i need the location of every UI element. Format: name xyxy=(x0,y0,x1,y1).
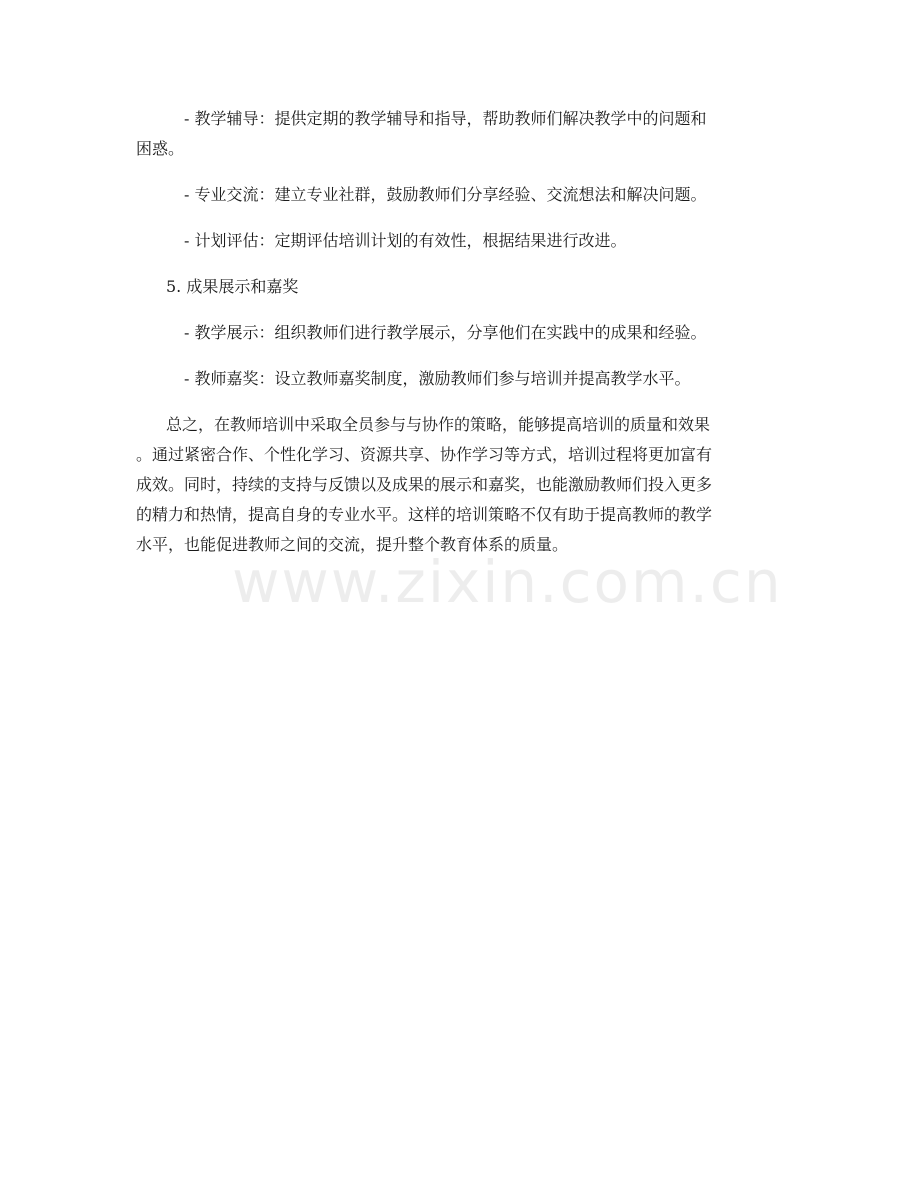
list-item-text: - 教师嘉奖：设立教师嘉奖制度，激励教师们参与培训并提高教学水平。 xyxy=(184,369,691,388)
list-item-teaching-showcase xyxy=(136,318,786,348)
conclusion-line: 水平，也能促进教师之间的交流，提升整个教育体系的质量。 xyxy=(136,535,569,554)
list-item-text: - 教学辅导：提供定期的教学辅导和指导，帮助教师们解决教学中的问题和 xyxy=(184,109,707,128)
list-item-plan-evaluation xyxy=(136,226,786,256)
document-body xyxy=(136,104,786,560)
list-item-text: - 专业交流：建立专业社群，鼓励教师们分享经验、交流想法和解决问题。 xyxy=(184,185,707,204)
conclusion-line: 。通过紧密合作、个性化学习、资源共享、协作学习等方式，培训过程将更加富有 xyxy=(136,445,713,464)
list-item-teaching-guidance xyxy=(136,104,786,164)
list-item-professional-exchange xyxy=(136,180,786,210)
list-item-teacher-award xyxy=(136,364,786,394)
list-item-continuation: 困惑。 xyxy=(136,139,185,158)
conclusion-line: 成效。同时，持续的支持与反馈以及成果的展示和嘉奖，也能激励教师们投入更多 xyxy=(136,475,713,494)
list-item-text: - 教学展示：组织教师们进行教学展示，分享他们在实践中的成果和经验。 xyxy=(184,323,707,342)
conclusion-line: 总之，在教师培训中采取全员参与与协作的策略，能够提高培训的质量和效果 xyxy=(166,415,711,434)
list-item-text: - 计划评估：定期评估培训计划的有效性，根据结果进行改进。 xyxy=(184,231,627,250)
watermark: www.zixin.com.cn xyxy=(232,548,783,616)
conclusion-paragraph xyxy=(136,410,786,560)
conclusion-line: 的精力和热情，提高自身的专业水平。这样的培训策略不仅有助于提高教师的教学 xyxy=(136,505,713,524)
section-heading-results: 5. 成果展示和嘉奖 xyxy=(166,277,299,296)
